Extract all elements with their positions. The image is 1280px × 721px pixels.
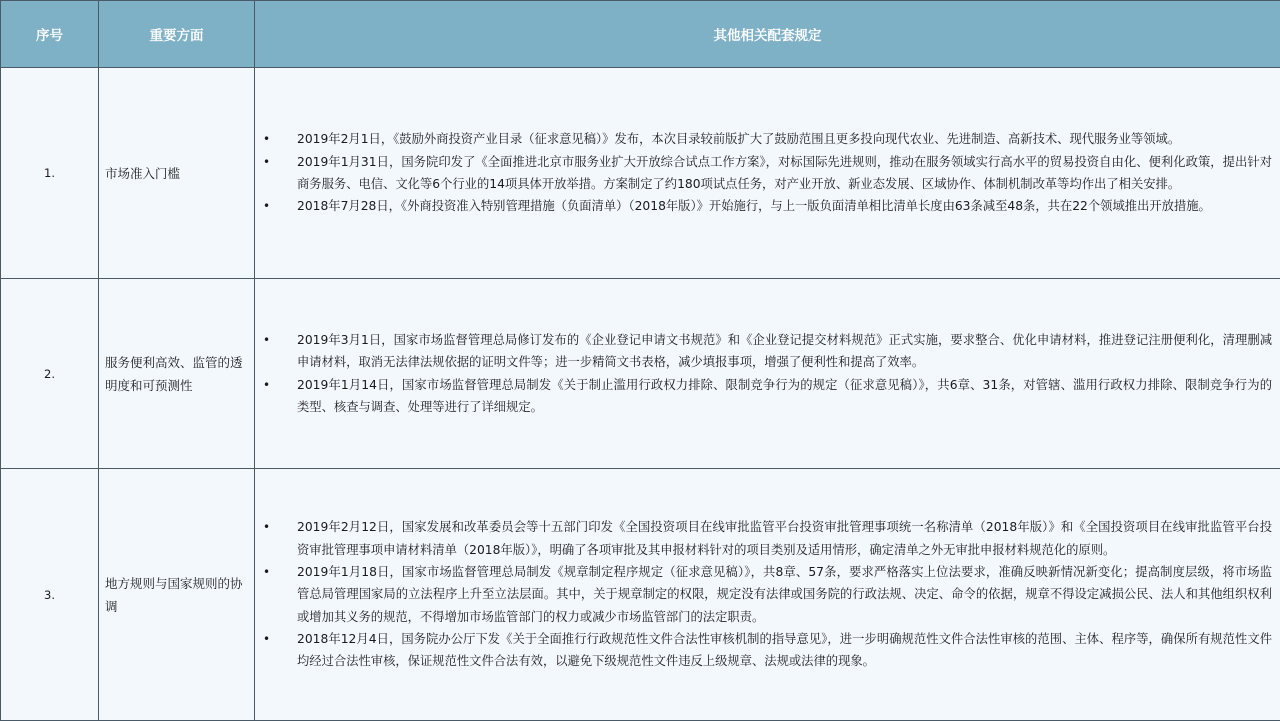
row-number: 2.: [1, 279, 99, 469]
list-item: [263, 561, 1272, 628]
bullet-icon: •: [263, 329, 270, 351]
bullet-icon: •: [263, 628, 270, 650]
row-aspect: 市场准入门槛: [99, 68, 255, 279]
row-rules: [255, 469, 1280, 721]
bullet-icon: •: [263, 151, 270, 173]
row-number: 1.: [1, 68, 99, 279]
list-item-text: 2019年3月1日，国家市场监督管理总局修订发布的《企业登记申请文书规范》和《企业登记提交材料规范》正式实施，要求整合、优化申请材料，推进登记注册便利化，清理删减申请材料，取消无法律法规依据的证明文件等；进一步精简文书表格，减少填报事项，增强了便利性和提高了效率。: [297, 333, 1272, 369]
bullet-list: [263, 329, 1272, 418]
list-item: [263, 329, 1272, 374]
list-item: [263, 128, 1272, 150]
list-item-text: 2019年1月31日，国务院印发了《全面推进北京市服务业扩大开放综合试点工作方案》，对标国际先进规则，推动在服务领域实行高水平的贸易投资自由化、便利化政策，提出针对商务服务、电信、文化等6个行业的14项具体开放举措。方案制定了约180项试点任务，对产业开放、新业态发展、区域协作、体制机制改革等均作出了相关安排。: [297, 155, 1272, 191]
row-rules: [255, 68, 1280, 279]
list-item-text: 2019年1月18日，国家市场监督管理总局制发《规章制定程序规定（征求意见稿）》，共8章、57条，要求严格落实上位法要求，准确反映新情况新变化；提高制度层级，将市场监管总局管理国家局的立法程序上升至立法层面。其中，关于规章制定的权限，规定没有法律或国务院的行政法规、决定、命令的依据，规章不得设定减损公民、法人和其他组织权利或增加其义务的规范，不得增加市场监管部门的权力或减少市场监管部门的法定职责。: [297, 565, 1272, 624]
table-row: [1, 68, 1280, 279]
row-rules: [255, 279, 1280, 469]
list-item: [263, 151, 1272, 196]
header-rules: 其他相关配套规定: [255, 1, 1280, 68]
row-aspect: 地方规则与国家规则的协调: [99, 469, 255, 721]
list-item-text: 2018年12月4日，国务院办公厅下发《关于全面推行行政规范性文件合法性审核机制的指导意见》，进一步明确规范性文件合法性审核的范围、主体、程序等，确保所有规范性文件均经过合法性审核，保证规范性文件合法有效，以避免下级规范性文件违反上级规章、法规或法律的现象。: [297, 632, 1272, 668]
bullet-list: [263, 128, 1272, 217]
table-row: [1, 279, 1280, 469]
list-item-text: 2019年2月1日，《鼓励外商投资产业目录（征求意见稿）》发布，本次目录较前版扩大了鼓励范围且更多投向现代农业、先进制造、高新技术、现代服务业等领域。: [297, 132, 1180, 146]
list-item: [263, 628, 1272, 673]
list-item: [263, 374, 1272, 419]
table-row: [1, 469, 1280, 721]
list-item-text: 2019年2月12日，国家发展和改革委员会等十五部门印发《全国投资项目在线审批监管平台投资审批管理事项统一名称清单（2018年版）》和《全国投资项目在线审批监管平台投资审批管理事项申请材料清单（2018年版）》，明确了各项审批及其申报材料针对的项目类别及适用情形，确定清单之外无审批申报材料规范化的原则。: [297, 520, 1272, 556]
bullet-icon: •: [263, 374, 270, 396]
bullet-icon: •: [263, 195, 270, 217]
bullet-icon: •: [263, 516, 270, 538]
list-item-text: 2018年7月28日，《外商投资准入特别管理措施（负面清单）（2018年版）》开始施行，与上一版负面清单相比清单长度由63条减至48条，共在22个领域推出开放措施。: [297, 199, 1211, 213]
list-item-text: 2019年1月14日，国家市场监督管理总局制发《关于制止滥用行政权力排除、限制竞争行为的规定（征求意见稿）》，共6章、31条，对管辖、滥用行政权力排除、限制竞争行为的类型、核查与调查、处理等进行了详细规定。: [297, 378, 1272, 414]
header-row: [1, 1, 1280, 68]
bullet-icon: •: [263, 561, 270, 583]
bullet-icon: •: [263, 128, 270, 150]
list-item: [263, 516, 1272, 561]
row-aspect: 服务便利高效、监管的透明度和可预测性: [99, 279, 255, 469]
row-number: 3.: [1, 469, 99, 721]
header-aspect: 重要方面: [99, 1, 255, 68]
header-number: 序号: [1, 1, 99, 68]
bullet-list: [263, 516, 1272, 672]
list-item: [263, 195, 1272, 217]
